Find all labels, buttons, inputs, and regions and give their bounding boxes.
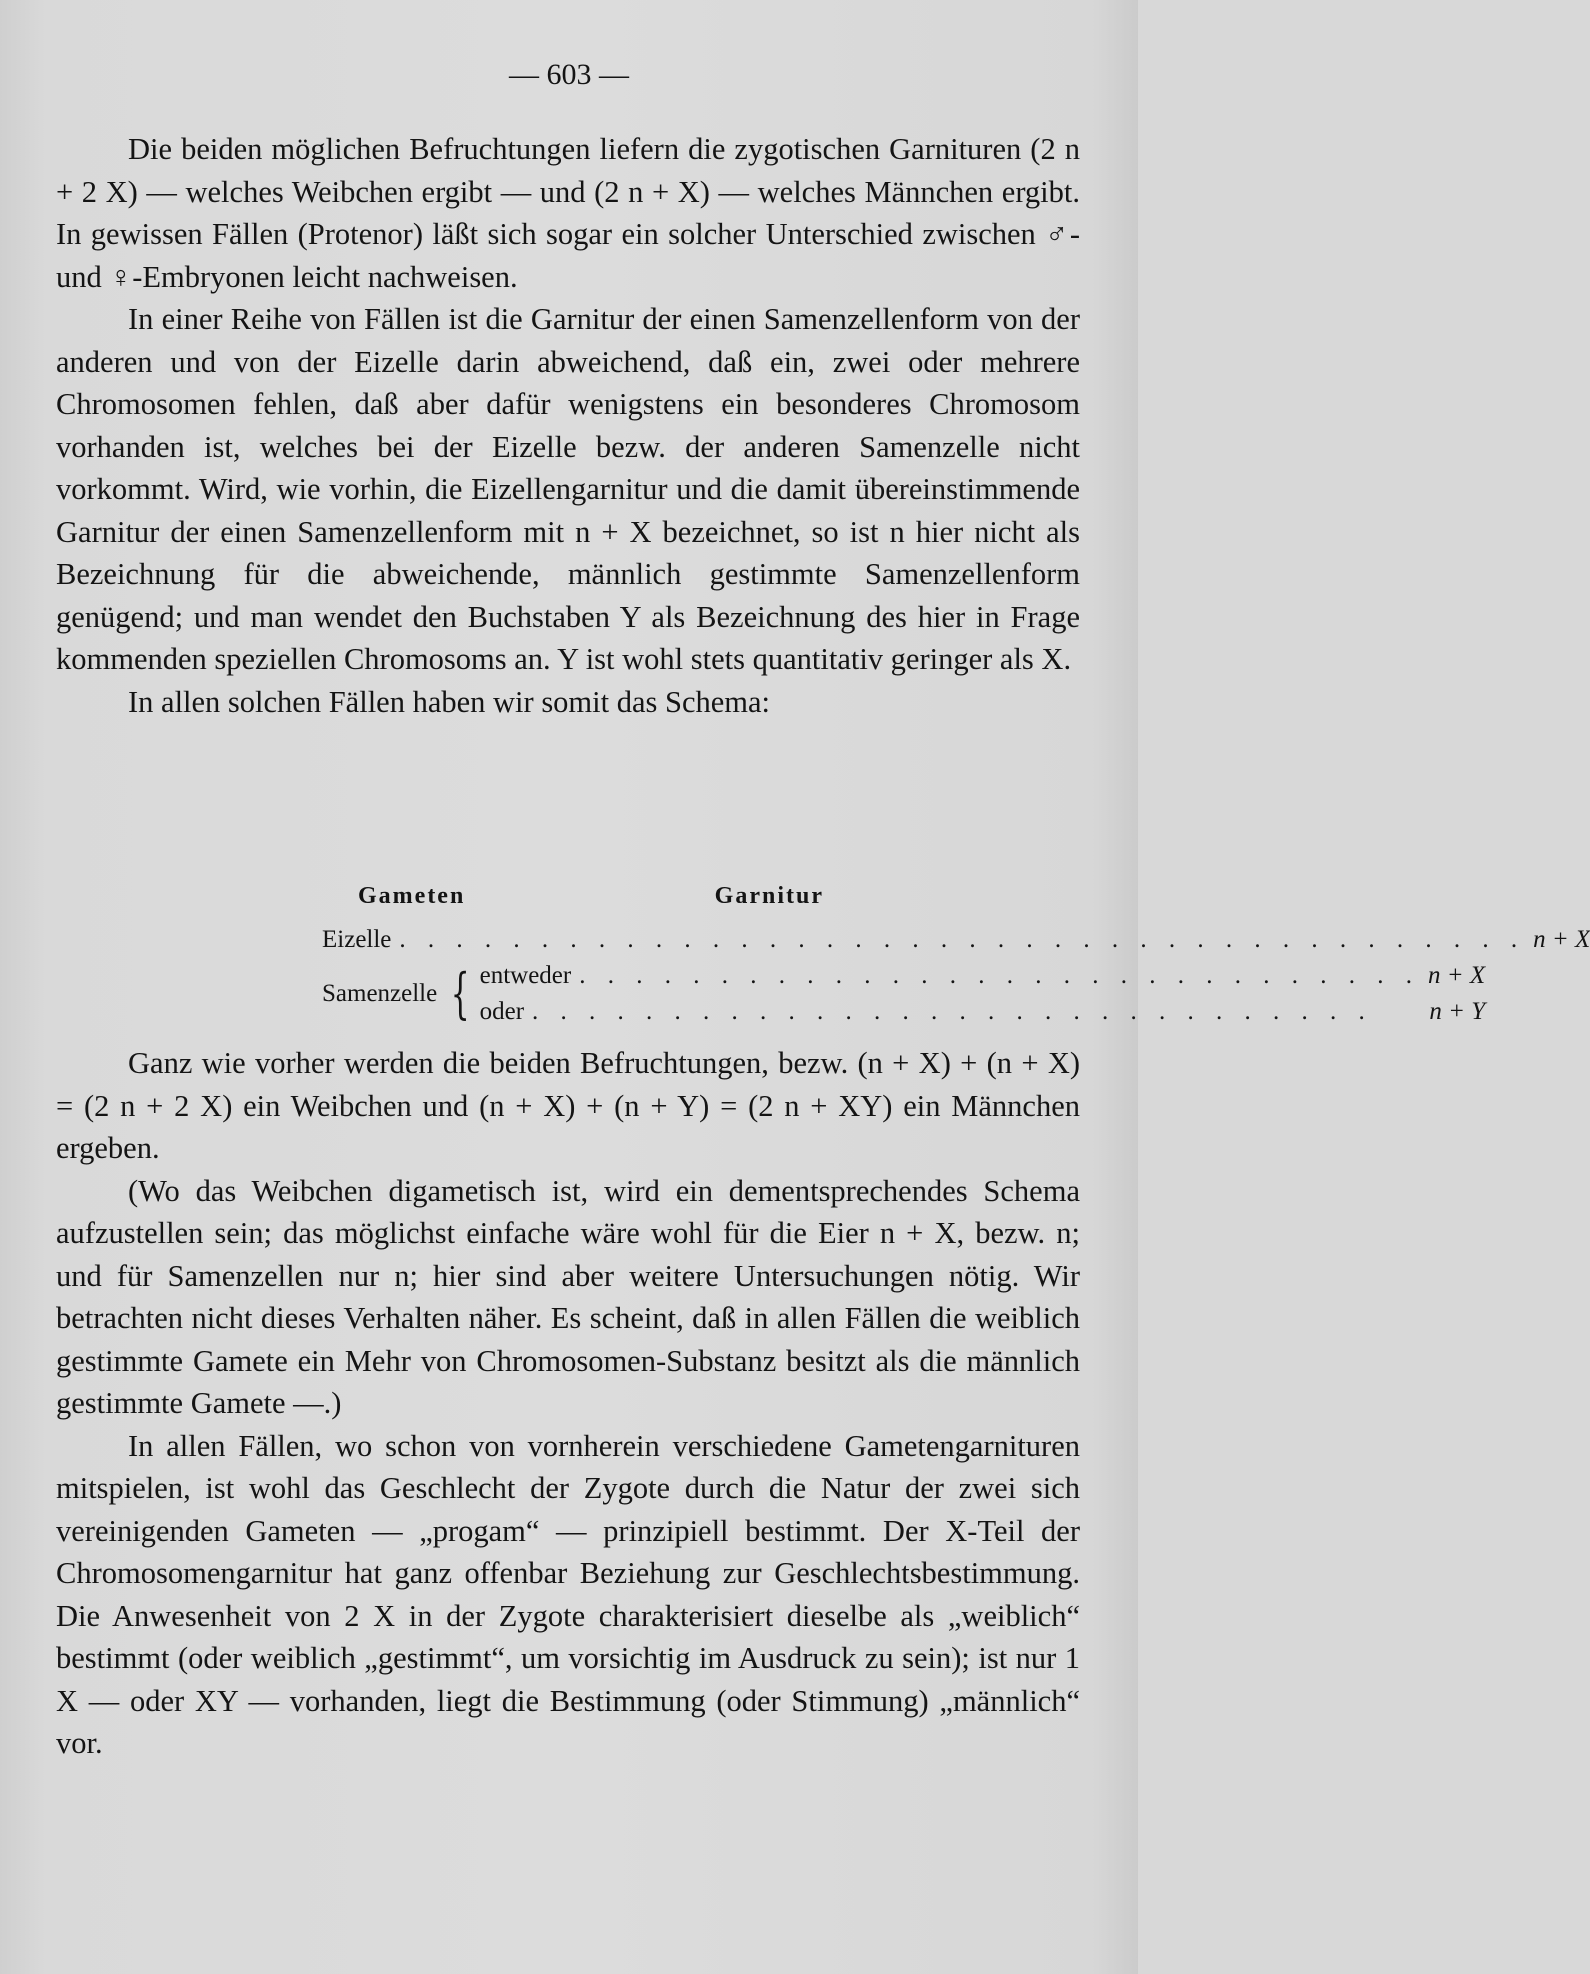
text-block-lower	[56, 1042, 1080, 1765]
paragraph-sex-determination: In allen Fällen, wo schon von vornherein verschiedene Gametengarnituren mitspielen, ist wohl das Geschlecht der Zygote durch die Natur der zwei sich vereinigenden Gameten — „progam“ — prinzipiell bestimmt. Der X-Teil der Chromosomengarnitur hat ganz offenbar Beziehung zur Geschlechtsbestimmung. Die Anwesenheit von 2 X in der Zygote charakterisiert dieselbe als „weiblich“ bestimmt (oder weiblich „gestimmt“, um vorsichtig im Ausdruck zu sein); ist nur 1 X — oder XY — vorhanden, liegt die Bestimmung (oder Stimmung) „männlich“ vor.	[56, 1428, 1080, 1760]
paragraph-schema-intro: In allen solchen Fällen haben wir somit das Schema:	[128, 684, 771, 719]
schema-value-entweder: n + X	[1427, 962, 1486, 989]
schema-row-entweder	[480, 958, 1486, 994]
paragraph-chromosome-y: In einer Reihe von Fällen ist die Garnitur der einen Samenzellenform von der anderen und von der Eizelle darin abweichend, daß ein, zwei oder mehrere Chromosomen fehlen, daß aber dafür wenigstens ein besonderes Chromosom vorhanden ist, welches bei der Eizelle bezw. der anderen Samenzelle nicht vorkommt. Wird, wie vorhin, die Eizellengarnitur und die damit übereinstimmende Garnitur der einen Samenzellenform mit n + X bezeichnet, so ist n hier nicht als Bezeichnung für die abweichende, männlich gestimmte Samenzellenform genügend; und man wendet den Buchstaben Y als Bezeichnung des hier in Frage kommenden speziellen Chromosoms an. Y ist wohl stets quantitativ geringer als X.	[56, 302, 1080, 676]
leader-dots: . . . . . . . . . . . . . . . . . . . . . . . . . . . . . . . . . . . . . . . .	[399, 926, 1526, 953]
curly-brace-icon: {	[450, 962, 470, 1025]
schema-value-eizelle: n + X	[1533, 926, 1590, 953]
paragraph-digametic-female: (Wo das Weibchen digametisch ist, wird ein dementsprechendes Schema aufzustellen sein; das möglichst einfache wäre wohl für die Eier n + X, bezw. n; und für Samenzellen nur n; hier sind aber weitere Untersuchungen nötig. Wir betrachten nicht dieses Verhalten näher. Es scheint, daß in allen Fällen die weiblich gestimmte Gamete ein Mehr von Chromosomen-Substanz besitzt als die männlich gestimmte Gamete —.)	[56, 1173, 1080, 1420]
schema-row-oder	[480, 994, 1486, 1030]
schema-header-gameten: Gameten	[358, 883, 466, 909]
schema-subrows	[480, 958, 1486, 1030]
schema-label-eizelle: Eizelle	[322, 926, 392, 953]
leader-dots: . . . . . . . . . . . . . . . . . . . . . . . . . . . . . .	[532, 998, 1373, 1025]
schema-group-samenzelle	[322, 958, 1486, 1030]
schema-row-eizelle	[322, 922, 1590, 958]
gamete-schema-table	[322, 878, 1590, 1030]
schema-header	[322, 878, 842, 914]
schema-label-oder: oder	[479, 998, 525, 1025]
schema-value-oder: n + Y	[1429, 998, 1486, 1025]
paragraph-sum-formulas: Ganz wie vorher werden die beiden Befruchtungen, bezw. (n + X) + (n + X) = (2 n + 2 X) ein Weibchen und (n + X) + (n + Y) = (2 n + XY) ein Männchen ergeben.	[56, 1046, 1080, 1165]
schema-label-samenzelle: Samenzelle	[322, 980, 438, 1007]
leader-dots: . . . . . . . . . . . . . . . . . . . . . . . . . . . . . .	[579, 962, 1420, 989]
paragraph-fertilizations: Die beiden möglichen Befruchtungen liefern die zygotischen Garnituren (2 n + 2 X) — welches Weibchen ergibt — und (2 n + X) — welches Männchen ergibt. In gewissen Fällen (Protenor) läßt sich sogar ein solcher Unterschied zwischen ♂- und ♀-Embryonen leicht nachweisen.	[56, 132, 1080, 294]
schema-label-entweder: entweder	[479, 962, 572, 989]
page-number: — 603 —	[509, 58, 629, 91]
schema-header-garnitur: Garnitur	[714, 883, 824, 909]
text-block-upper	[56, 128, 1080, 723]
